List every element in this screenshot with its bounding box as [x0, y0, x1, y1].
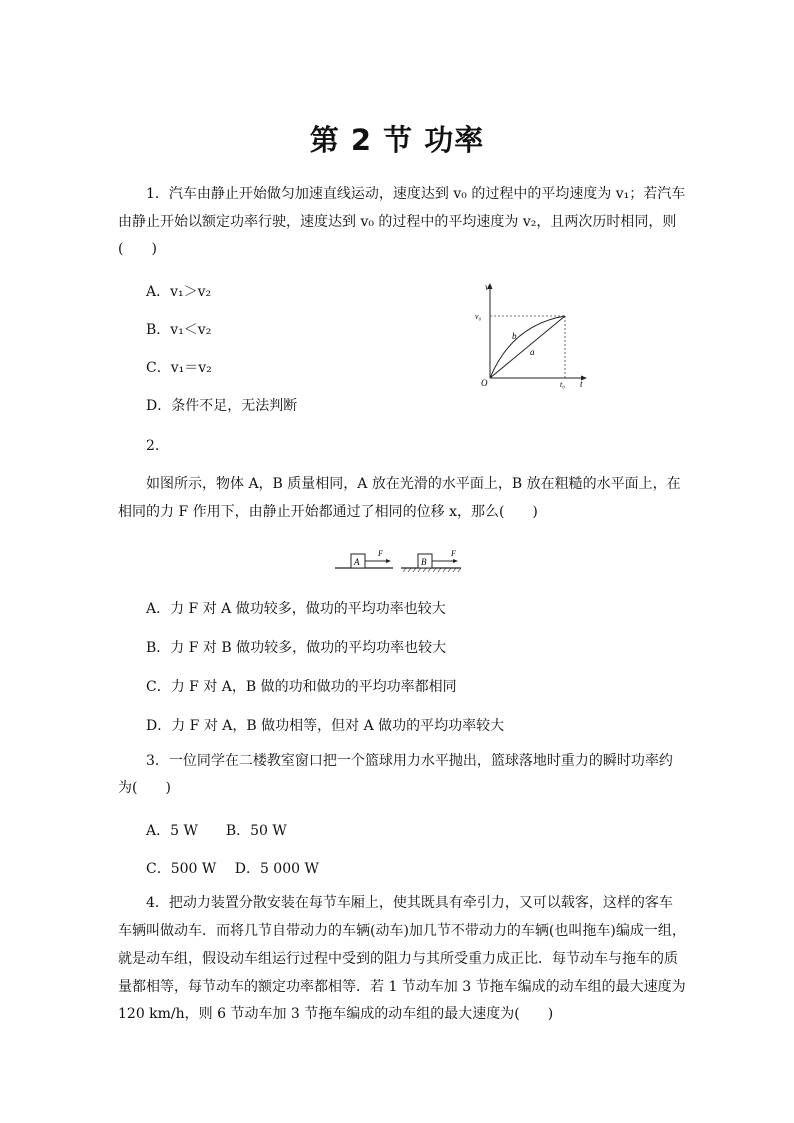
q3-stem-line1: 3．一位同学在二楼教室窗口把一个篮球用力水平抛出，篮球落地时重力的瞬时功率约 [146, 753, 673, 769]
q2-option-c: C．力 F 对 A，B 做的功和做功的平均功率都相同 [146, 679, 457, 695]
q1-option-a: A．v₁＞v₂ [146, 284, 212, 300]
q1-option-c: C．v₁＝v₂ [146, 360, 212, 376]
origin-label: O [481, 378, 488, 388]
q2-option-b: B．力 F 对 B 做功较多，做功的平均功率也较大 [146, 640, 447, 656]
q4-stem-line4: 量都相等，每节动车的额定功率都相等．若 1 节动车加 3 节拖车编成的动车组的最大速度为 [118, 979, 686, 995]
q1-velocity-time-graph [472, 280, 592, 390]
force-a-label: F [378, 549, 383, 558]
page-title: 第 2 节 功率 [309, 123, 485, 157]
block-a-label: A [354, 557, 360, 567]
q2-blocks-figure [333, 544, 465, 574]
force-b-label: F [451, 549, 456, 558]
q1-stem-line2: 由静止开始以额定功率行驶，速度达到 v₀ 的过程中的平均速度为 v₂，且两次历时相同，则 [118, 214, 677, 230]
q1-stem-line1: 1．汽车由静止开始做匀加速直线运动，速度达到 v₀ 的过程中的平均速度为 v₁；若汽车 [146, 186, 686, 202]
q2-option-d: D．力 F 对 A，B 做功相等，但对 A 做功的平均功率较大 [146, 718, 505, 734]
x-axis-label: t [580, 379, 583, 389]
block-b-label: B [421, 557, 427, 567]
q2-stem-line2: 相同的力 F 作用下，由静止开始都通过了相同的位移 x，那么( ) [118, 504, 538, 520]
q4-stem-line2: 车辆叫做动车．而将几节自带动力的车辆(动车)加几节不带动力的车辆(也叫拖车)编成一组， [118, 923, 686, 939]
force-a-arrowhead-icon [386, 559, 391, 563]
y-axis-label: v [485, 282, 489, 292]
q1-option-b: B．v₁＜v₂ [146, 322, 212, 338]
q4-stem-line1: 4．把动力装置分散安装在每节车厢上，使其既具有牵引力，又可以载客，这样的客车 [146, 895, 673, 911]
q4-stem-line3: 就是动车组，假设动车组运行过程中受到的阻力与其所受重力成正比．每节动车与拖车的质 [118, 951, 678, 967]
curve-b-label: b [512, 331, 517, 341]
curve-a [490, 316, 565, 378]
q4-stem-line5: 120 km/h，则 6 节动车加 3 节拖车编成的动车组的最大速度为( ) [118, 1006, 554, 1022]
t0-label: t₀ [560, 380, 566, 389]
v0-label: v₀ [475, 312, 482, 321]
curve-a-label: a [530, 347, 535, 357]
q2-option-a: A．力 F 对 A 做功较多，做功的平均功率也较大 [146, 601, 446, 617]
q3-options-row2: C．500 W D．5 000 W [146, 861, 319, 877]
q1-option-d: D．条件不足，无法判断 [146, 398, 298, 414]
q2-stem-line1: 如图所示，物体 A，B 质量相同，A 放在光滑的水平面上，B 放在粗糙的水平面上，在 [146, 476, 681, 492]
q1-answer-blank: ( ) [118, 241, 157, 257]
q3-options-row1: A．5 W B．50 W [146, 823, 287, 839]
q2-number: 2. [146, 438, 160, 454]
q3-stem-line2: 为( ) [118, 780, 171, 796]
force-b-arrowhead-icon [453, 559, 458, 563]
